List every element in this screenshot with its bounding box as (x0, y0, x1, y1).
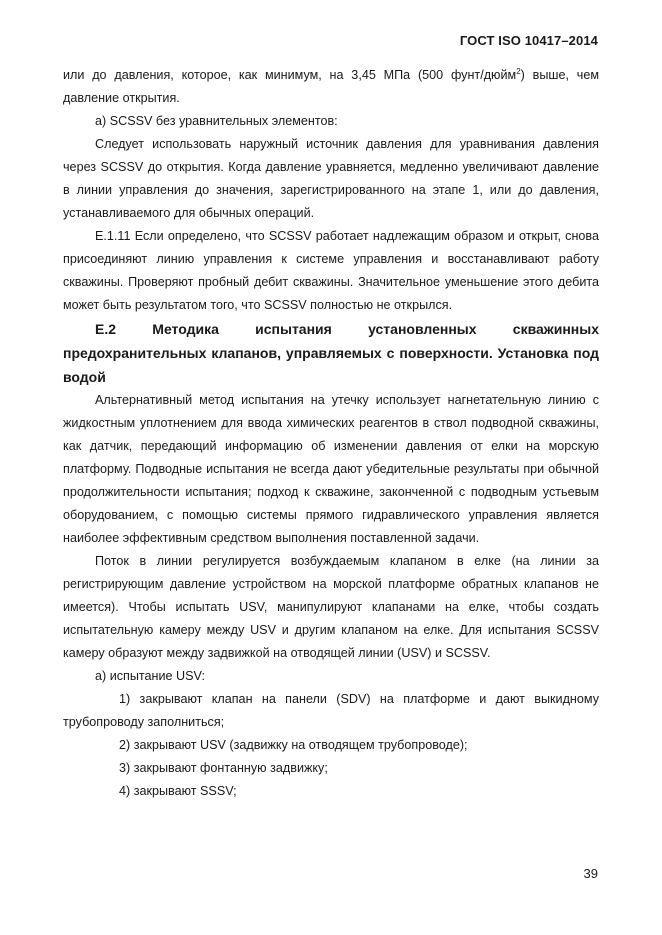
section-title-e-2: Е.2 Методика испытания установленных скважинных предохранительных клапанов, управляемых с поверхности. Установка под водой (63, 321, 599, 385)
paragraph-alternative-method: Альтернативный метод испытания на утечку использует нагнетательную линию с жидкостным уплотнением для ввода химических реагентов в ствол подводной скважины, как датчик, передающий информацию об изменении давления от елки на морскую платформу. Подводные испытания не всегда дают убедительные результаты при обычной продолжительности испытания; подход к скважине, законченной с подводным устьевым оборудованием, с помощью системы прямого гидравлического управления является наиболее эффективным средством выполнения поставленной задачи. (63, 393, 599, 545)
paragraph-pressure-continuation (63, 64, 599, 110)
list-item-step-1: 1) закрывают клапан на панели (SDV) на платформе и дают выкидному трубопроводу заполниться; (63, 692, 599, 729)
document-header: ГОСТ ISO 10417–2014 (459, 33, 598, 48)
list-item-step-2: 2) закрывают USV (задвижку на отводящем трубопроводе); (119, 738, 468, 752)
paragraph-external-source: Следует использовать наружный источник давления для уравнивания давления через SCSSV до открытия. Когда давление уравняется, медленно увеличивают давление в линии управления до значения, зарегистрированного на этапе 1, или до давления, устанавливаемого для обычных операций. (63, 137, 599, 220)
document-body (63, 64, 599, 803)
list-item-step-3: 3) закрывают фонтанную задвижку; (119, 761, 328, 775)
paragraph-text: или до давления, которое, как минимум, на 3,45 МПа (500 фунт/дюйм (63, 68, 517, 82)
paragraph-flow-regulation: Поток в линии регулируется возбуждаемым клапаном в елке (на линии за регистрирующим давление устройством на морской платформе обратных клапанов не имеется). Чтобы испытать USV, манипулируют клапанами на елке, чтобы создать испытательную камеру между USV и другим клапаном на елке. Для испытания SCSSV камеру образуют между задвижкой на отводящей линии (USV) и SCSSV. (63, 554, 599, 660)
paragraph-text-tail: ) выше, чем давление открытия. (63, 68, 599, 105)
list-item-a-no-equalizing: a) SCSSV без уравнительных элементов: (95, 114, 338, 128)
list-item-a-usv-test: а) испытание USV: (95, 669, 205, 683)
page-number: 39 (583, 866, 598, 881)
paragraph-e-1-11: Е.1.11 Если определено, что SCSSV работает надлежащим образом и открыт, снова присоединяют линию управления к системе управления и восстанавливают работу скважины. Проверяют пробный дебит скважины. Значительное уменьшение этого дебита может быть результатом того, что SCSSV полностью не открылся. (63, 229, 599, 312)
superscript: 2 (516, 66, 521, 76)
list-item-step-4: 4) закрывают SSSV; (119, 784, 237, 798)
